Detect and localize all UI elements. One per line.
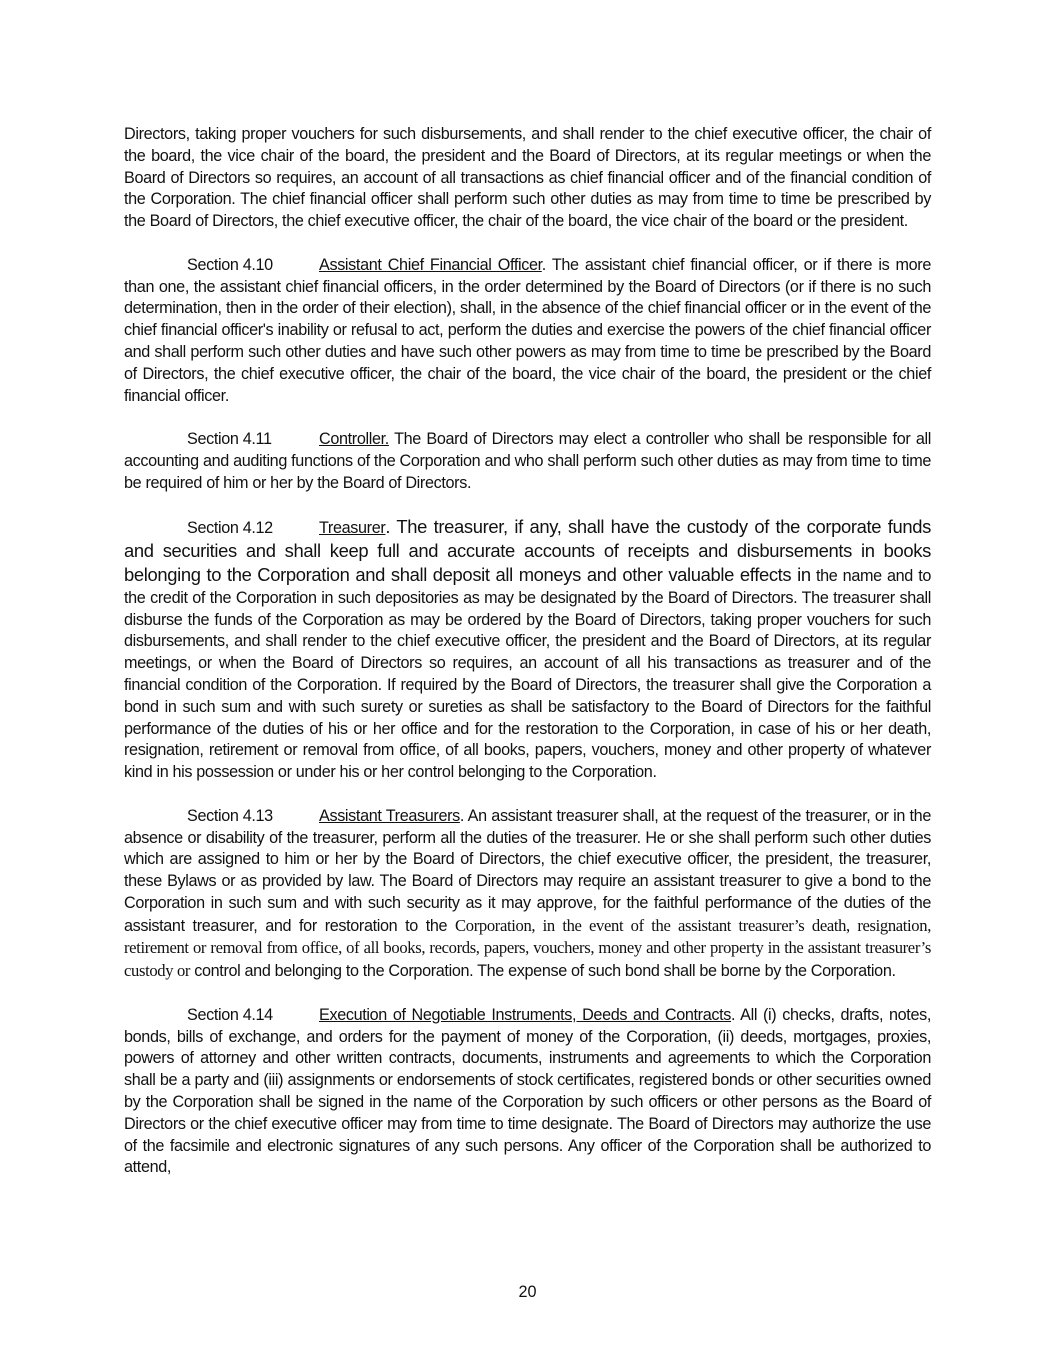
section-body-large: . The treasurer, if any, shall have the custody of the corporate funds and securities and shall keep full and accurate accounts of receipts and disbursements in books belonging to the Corporation and shall deposit all moneys and other valuable effects in <box>124 516 931 585</box>
section-body: . All (i) checks, drafts, notes, bonds, bills of exchange, and orders for the payment of money of the Corporation, (ii) deeds, mortgages, proxies, powers of attorney and other written contracts, documents, instruments and agreements to which the Corporation shall be a party and (iii) assignments or endorsements of stock certificates, registered bonds or other securities owned by the Corporation shall be signed in the name of the Corporation by such officers or other persons as the Board of Directors or the chief executive officer may from time to time designate. The Board of Directors may authorize the use of the facsimile and electronic signatures of any such persons. Any officer of the Corporation shall be authorized to attend, <box>124 1005 931 1177</box>
section-4-12 <box>124 516 931 784</box>
section-body-end: control and belonging to the Corporation. The expense of such bond shall be borne by the Corporation. <box>190 962 896 981</box>
section-4-14 <box>124 1005 931 1179</box>
document-page <box>124 124 931 1201</box>
continuation-paragraph: Directors, taking proper vouchers for such disbursements, and shall render to the chief executive officer, the chair of the board, the vice chair of the board, the president and the Board of Directors, at its regular meetings or when the Board of Directors so requires, an account of all transactions as chief financial officer and of the financial condition of the Corporation. The chief financial officer shall perform such other duties as may from time to time be prescribed by the Board of Directors, the chief executive officer, the chair of the board, the vice chair of the board or the president. <box>124 125 931 231</box>
section-heading: Assistant Treasurers <box>319 806 460 825</box>
section-number: Section 4.14 <box>187 1005 273 1024</box>
section-heading: Execution of Negotiable Instruments, Deeds and Contracts <box>319 1005 732 1024</box>
section-body: . An assistant treasurer shall, at the request of the treasurer, or in the absence or disability of the treasurer, perform all the duties of the treasurer. He or she shall perform such other duties which are assigned to him or her by the Board of Directors, the chief executive officer, the president, the treasurer, these Bylaws or as provided by law. The Board of Directors may require an assistant treasurer to give a bond to the Corporation in such sum and with such security as it may approve, for the faithful performance of the duties of the assistant treasurer, and for restoration to the <box>124 806 931 935</box>
section-number: Section 4.13 <box>187 806 273 825</box>
page-number: 20 <box>518 1283 537 1301</box>
section-body: The Board of Directors may elect a controller who shall be responsible for all accounting and auditing functions of the Corporation and who shall perform such other duties as may from time to time be required of him or her by the Board of Directors. <box>124 430 931 492</box>
section-heading: Treasurer <box>319 519 386 538</box>
section-4-11 <box>124 429 931 494</box>
section-4-10 <box>124 255 931 408</box>
section-heading: Controller. <box>319 430 389 449</box>
section-number: Section 4.11 <box>187 430 272 449</box>
section-heading: Assistant Chief Financial Officer <box>319 255 542 274</box>
section-body-serif: Corporation, in the event of the assistant treasurer’s death, resignation, retirement or removal from office, of all books, records, papers, vouchers, money and other property in the assistant treasurer’s custody or <box>124 915 932 981</box>
section-4-13 <box>124 806 931 983</box>
section-number: Section 4.12 <box>187 519 273 538</box>
section-body: the name and to the credit of the Corporation in such depositories as may be designated by the Board of Directors. The treasurer shall disburse the funds of the Corporation as may be ordered by the Board of Directors, taking proper vouchers for such disbursements, and shall render to the chief executive officer, the president and the Board of Directors, at its regular meetings, or when the Board of Directors so requires, an account of all his transactions as treasurer and of the financial condition of the Corporation. If required by the Board of Directors, the treasurer shall give the Corporation a bond in such sum and with such surety or sureties as shall be satisfactory to the Board of Directors for the faithful performance of the duties of his or her office and for the restoration to the Corporation, in case of his or her death, resignation, retirement or removal from office, of all books, papers, vouchers, money and other property of whatever kind in his possession or under his or her control belonging to the Corporation. <box>124 566 931 782</box>
section-number: Section 4.10 <box>187 255 273 274</box>
section-body: . The assistant chief financial officer, or if there is more than one, the assistant chief financial officers, in the order determined by the Board of Directors (or if there is no such determination, then in the order of their election), shall, in the absence of the chief financial officer or in the event of the chief financial officer's inability or refusal to act, perform the duties and exercise the powers of the chief financial officer and shall perform such other duties and have such other powers as may from time to time be prescribed by the Board of Directors, the chief executive officer, the chair of the board, the vice chair of the board, the president or the chief financial officer. <box>124 255 932 405</box>
